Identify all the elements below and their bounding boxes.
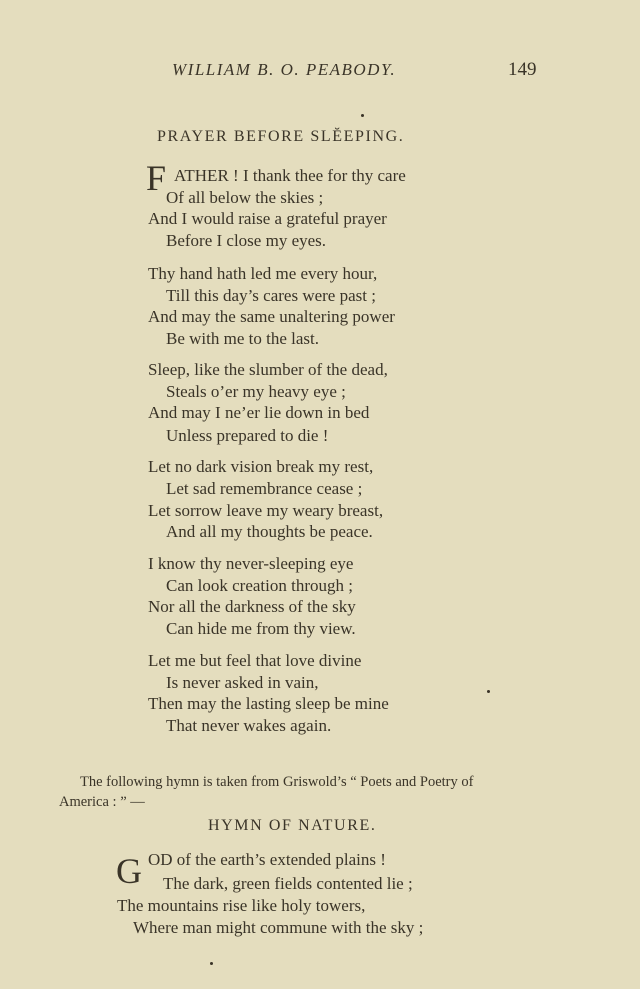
poem-line: Sleep, like the slumber of the dead, <box>148 360 388 379</box>
poem-line: Be with me to the last. <box>166 329 319 348</box>
poem-line: Let me but feel that love divine <box>148 651 362 670</box>
note-line: The following hymn is taken from Griswold’s “ Poets and Poetry of <box>80 774 474 790</box>
poem-line: Where man might commune with the sky ; <box>133 918 424 937</box>
poem-title: HYMN OF NATURE. <box>208 817 377 834</box>
poem-line: Of all below the skies ; <box>166 188 324 207</box>
poem-line: That never wakes again. <box>166 716 332 735</box>
drop-cap: F <box>146 158 167 198</box>
ink-spot <box>487 690 490 693</box>
poem-line: And I would raise a grateful prayer <box>148 209 387 228</box>
poem-line: Let sorrow leave my weary breast, <box>148 501 384 520</box>
poem-line: And may I ne’er lie down in bed <box>148 403 370 422</box>
poem-line: Is never asked in vain, <box>166 673 319 692</box>
poem-line: Then may the lasting sleep be mine <box>148 694 389 713</box>
poem-line: And all my thoughts be peace. <box>166 522 373 541</box>
poem-line: Before I close my eyes. <box>166 231 327 250</box>
poem-line: The dark, green fields contented lie ; <box>163 874 413 893</box>
poem-line: Steals o’er my heavy eye ; <box>166 382 346 401</box>
running-title: WILLIAM B. O. PEABODY. <box>172 60 397 79</box>
poem-line: Let no dark vision break my rest, <box>148 457 374 476</box>
poem-line: Thy hand hath led me every hour, <box>148 264 378 283</box>
poem-line: OD of the earth’s extended plains ! <box>148 850 386 869</box>
poem-line: Let sad remembrance cease ; <box>166 479 363 498</box>
poem-line: Till this day’s cares were past ; <box>166 286 376 305</box>
page-number: 149 <box>508 59 537 80</box>
poem-line: Nor all the darkness of the sky <box>148 597 356 616</box>
poem-title: PRAYER BEFORE SLĔEPING. <box>157 128 405 145</box>
poem-line: Can hide me from thy view. <box>166 619 356 638</box>
poem-line: ATHER ! I thank thee for thy care <box>174 166 406 185</box>
poem-line: And may the same unaltering power <box>148 307 395 326</box>
ink-spot <box>210 962 213 965</box>
note-line: America : ” — <box>59 794 145 810</box>
drop-cap: G <box>116 851 142 891</box>
poem-line: The mountains rise like holy towers, <box>117 896 366 915</box>
poem-line: Unless prepared to die ! <box>166 426 329 445</box>
poem-line: Can look creation through ; <box>166 576 353 595</box>
poem-line: I know thy never-sleeping eye <box>148 554 354 573</box>
ink-spot <box>361 114 364 117</box>
